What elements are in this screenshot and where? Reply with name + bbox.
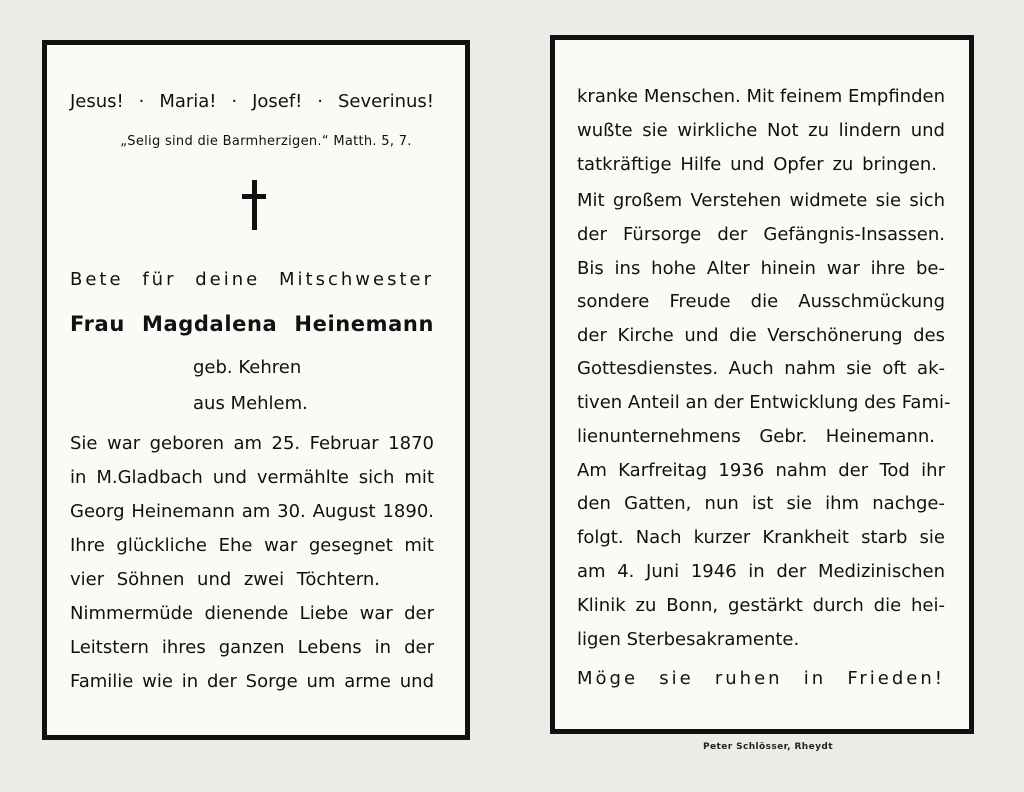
body-line: der Kirche und die Verschönerung des — [577, 325, 945, 346]
memorial-card-left — [42, 40, 470, 740]
prayer-line: Bete für deine Mitschwester — [70, 269, 434, 290]
body-line: tiven Anteil an der Entwicklung des Fami- — [577, 392, 951, 413]
deceased-name: Frau Magdalena Heinemann — [70, 312, 434, 336]
body-line: Klinik zu Bonn, gestärkt durch die hei- — [577, 595, 945, 616]
body-line: folgt. Nach kurzer Krankheit starb sie — [577, 527, 945, 548]
body-line: Sie war geboren am 25. Februar 1870 — [70, 433, 434, 454]
body-line: den Gatten, nun ist sie ihm nachge- — [577, 493, 945, 514]
body-line: Gottesdienstes. Auch nahm sie oft ak- — [577, 358, 945, 379]
body-line: wußte sie wirkliche Not zu lindern und — [577, 120, 945, 141]
memorial-card-right — [550, 35, 974, 734]
birth-name: geb. Kehren — [193, 357, 302, 378]
body-line: am 4. Juni 1946 in der Medizinischen — [577, 561, 945, 582]
latin-cross-icon — [242, 180, 266, 230]
bible-quote: „Selig sind die Barmherzigen.“ Matth. 5, 7. — [120, 134, 412, 149]
body-line: der Fürsorge der Gefängnis-Insassen. — [577, 224, 945, 245]
body-line: sondere Freude die Ausschmückung — [577, 291, 945, 312]
body-line: lienunternehmens Gebr. Heinemann. — [577, 426, 935, 447]
body-line: Mit großem Verstehen widmete sie sich — [577, 190, 945, 211]
body-line: kranke Menschen. Mit feinem Empfinden — [577, 86, 945, 107]
body-line: Nimmermüde dienende Liebe war der — [70, 603, 434, 624]
body-line: Georg Heinemann am 30. August 1890. — [70, 501, 434, 522]
body-line: Bis ins hohe Alter hinein war ihre be- — [577, 258, 945, 279]
body-line: in M.Gladbach und vermählte sich mit — [70, 467, 434, 488]
body-line: Am Karfreitag 1936 nahm der Tod ihr — [577, 460, 945, 481]
body-line: Ihre glückliche Ehe war gesegnet mit — [70, 535, 434, 556]
body-line: vier Söhnen und zwei Töchtern. — [70, 569, 380, 590]
body-line: Familie wie in der Sorge um arme und — [70, 671, 434, 692]
body-line: Leitstern ihres ganzen Lebens in der — [70, 637, 434, 658]
printer-imprint: Peter Schlösser, Rheydt — [703, 742, 833, 752]
origin: aus Mehlem. — [193, 393, 308, 414]
body-line: tatkräftige Hilfe und Opfer zu bringen. — [577, 154, 937, 175]
closing-blessing: Möge sie ruhen in Frieden! — [577, 668, 945, 689]
body-line: ligen Sterbesakramente. — [577, 629, 800, 650]
invocation-header: Jesus! · Maria! · Josef! · Severinus! — [70, 91, 434, 112]
